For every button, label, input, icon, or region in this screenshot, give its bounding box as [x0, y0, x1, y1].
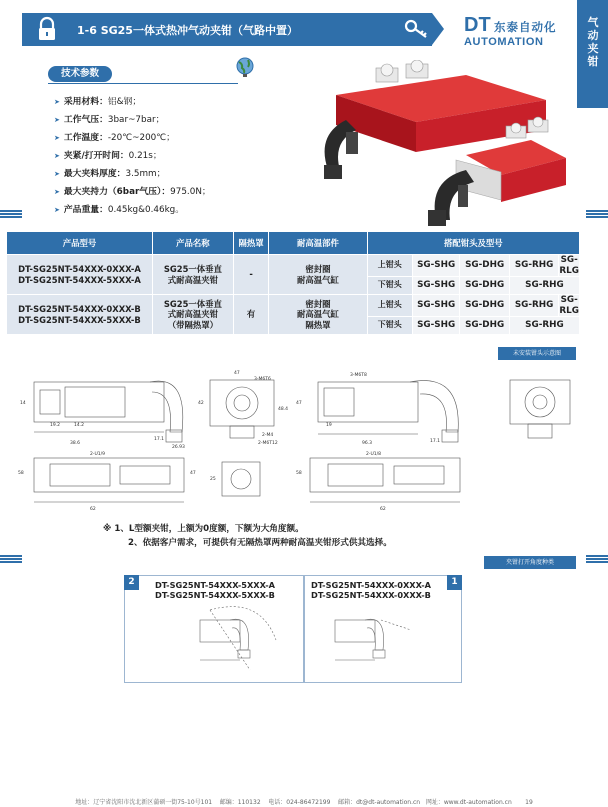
dim-label: 19.2	[50, 423, 61, 428]
cell-lower-label: 下钳头	[367, 277, 412, 295]
th-model: 产品型号	[7, 232, 153, 255]
dim-label: 58	[18, 471, 24, 476]
dim-label: 2-M4	[262, 433, 274, 438]
technical-drawings	[10, 362, 580, 514]
dim-label: 62	[90, 507, 96, 512]
cell-jaw: SG-SHG	[412, 317, 460, 335]
side-tab-label: 气动夹钳	[587, 16, 599, 68]
tech-divider	[48, 83, 238, 84]
dim-label: 14.2	[74, 423, 85, 428]
brand-dt: DT	[464, 14, 491, 36]
th-parts: 耐高温部件	[269, 232, 367, 255]
cell-jaw: SG-DHG	[460, 295, 509, 317]
panel-number: 1	[447, 575, 462, 590]
cell-jaw: SG-SHG	[412, 255, 460, 277]
cell-jaw: SG-RHG	[509, 317, 579, 335]
th-shield: 隔热罩	[233, 232, 268, 255]
dim-label: 2-M6T12	[258, 441, 278, 446]
stripe-left	[0, 210, 22, 218]
cell-name: SG25一体垂直 式耐高温夹钳 （带隔热罩）	[152, 295, 233, 335]
panel-title: DT-SG25NT-54XXX-5XXX-A DT-SG25NT-54XXX-5XXX-B	[155, 580, 275, 600]
cell-name: SG25一体垂直 式耐高温夹钳	[152, 255, 233, 295]
dim-label: 2-U1/8	[366, 452, 382, 457]
spec-item: ➤ 工作温度：-20℃~200℃；	[54, 129, 211, 147]
spec-item: ➤ 工作气压：3bar~7bar；	[54, 111, 211, 129]
dim-label: 58	[296, 471, 302, 476]
spec-list	[54, 93, 211, 219]
spec-item: ➤ 夹紧/打开时间：0.21s；	[54, 147, 211, 165]
cell-jaw: SG-SHG	[412, 277, 460, 295]
spec-item: ➤ 最大夹持力（6bar气压）：975.0N；	[54, 183, 211, 201]
cell-parts: 密封圈 耐高温气缸	[269, 255, 367, 295]
dim-label: 47	[234, 371, 240, 376]
dim-label: 3-M6T8	[350, 373, 367, 378]
dim-label: 3-M6T6	[254, 377, 271, 382]
panel-number: 2	[124, 575, 139, 590]
dim-label: 38.6	[70, 441, 81, 446]
note-line: 2、依据客户需求，可提供有无隔热罩两种耐高温夹钳形式供其选择。	[128, 538, 392, 548]
globe-icon	[234, 56, 256, 78]
note-line: ※ 1、L型额夹钳，上额为0度额，下额为大角度额。	[103, 524, 304, 534]
dim-label: 19	[326, 423, 332, 428]
dim-label: 26.93	[172, 445, 185, 450]
cell-upper-label: 上钳头	[367, 295, 412, 317]
cell-model: DT-SG25NT-54XXX-0XXX-A DT-SG25NT-54XXX-5XXX-A	[7, 255, 153, 295]
dim-label: 17.1	[430, 439, 441, 444]
cell-jaw: SG-DHG	[460, 317, 509, 335]
cell-jaw: SG-DHG	[460, 277, 509, 295]
spec-item: ➤ 采用材料：铝&钢；	[54, 93, 211, 111]
cell-shield: -	[233, 255, 268, 295]
tech-badge: 技术参数	[48, 66, 112, 82]
cell-jaw: SG-DHG	[460, 255, 509, 277]
dim-label: 48.4	[278, 407, 289, 412]
cell-lower-label: 下钳头	[367, 317, 412, 335]
dim-label: 47	[296, 401, 302, 406]
lock-icon	[30, 13, 64, 46]
cell-jaw: SG-RLG	[559, 295, 579, 316]
key-icon	[404, 18, 430, 40]
stripe-left	[0, 555, 22, 563]
dim-label: 47	[190, 471, 196, 476]
spec-item: ➤ 最大夹料厚度：3.5mm；	[54, 165, 211, 183]
cell-shield: 有	[233, 295, 268, 335]
brand-cn: 东泰自动化	[494, 20, 557, 34]
notes	[103, 522, 392, 550]
cell-jaw: SG-RHG	[509, 255, 558, 277]
panel-title: DT-SG25NT-54XXX-0XXX-A DT-SG25NT-54XXX-0XXX-B	[311, 580, 431, 600]
dim-label: 62	[380, 507, 386, 512]
cell-jaw: SG-RHG	[509, 295, 558, 317]
angle-drawing-2	[190, 600, 280, 680]
cell-jaw: SG-RHG	[509, 277, 579, 295]
cell-parts: 密封圈 耐高温气缸 隔热罩	[269, 295, 367, 335]
spec-item: ➤ 产品重量：0.45kg&0.46kg。	[54, 201, 211, 219]
th-jaws: 搭配钳头及型号	[367, 232, 579, 255]
product-image	[316, 60, 576, 230]
cell-model: DT-SG25NT-54XXX-0XXX-B DT-SG25NT-54XXX-5XXX-B	[7, 295, 153, 335]
cell-upper-label: 上钳头	[367, 255, 412, 277]
dimension-labels	[18, 370, 440, 512]
dim-label: 25	[210, 477, 216, 482]
drawing-note-button: 未安装钳头示意图	[498, 347, 576, 360]
brand-en: AUTOMATION	[464, 36, 544, 48]
footer: 地址：辽宁省沈阳市沈北新区蒲硕一街75-10号101 邮编：110132 电话：024-86472199 邮箱：dt@dt-automation.cn 网址：www.dt-automation.cn 19	[75, 799, 533, 806]
stripe-right	[586, 555, 608, 563]
header-arrow	[432, 13, 444, 45]
angle-drawing-1	[325, 600, 415, 680]
cell-jaw: SG-RLG	[559, 255, 579, 276]
dim-label: 14	[20, 401, 26, 406]
dim-label: 17.1	[154, 437, 165, 442]
th-name: 产品名称	[152, 232, 233, 255]
product-table	[6, 231, 580, 335]
dim-label: 96.3	[362, 441, 373, 446]
angle-types-button: 夹钳打开角度种类	[484, 556, 576, 569]
dim-label: 2-U1/9	[90, 452, 106, 457]
stripe-right	[586, 210, 608, 218]
cell-jaw: SG-SHG	[412, 295, 460, 317]
dim-label: 42	[198, 401, 204, 406]
page-title: 1-6 SG25一体式热冲气动夹钳（气路中置）	[77, 24, 298, 37]
